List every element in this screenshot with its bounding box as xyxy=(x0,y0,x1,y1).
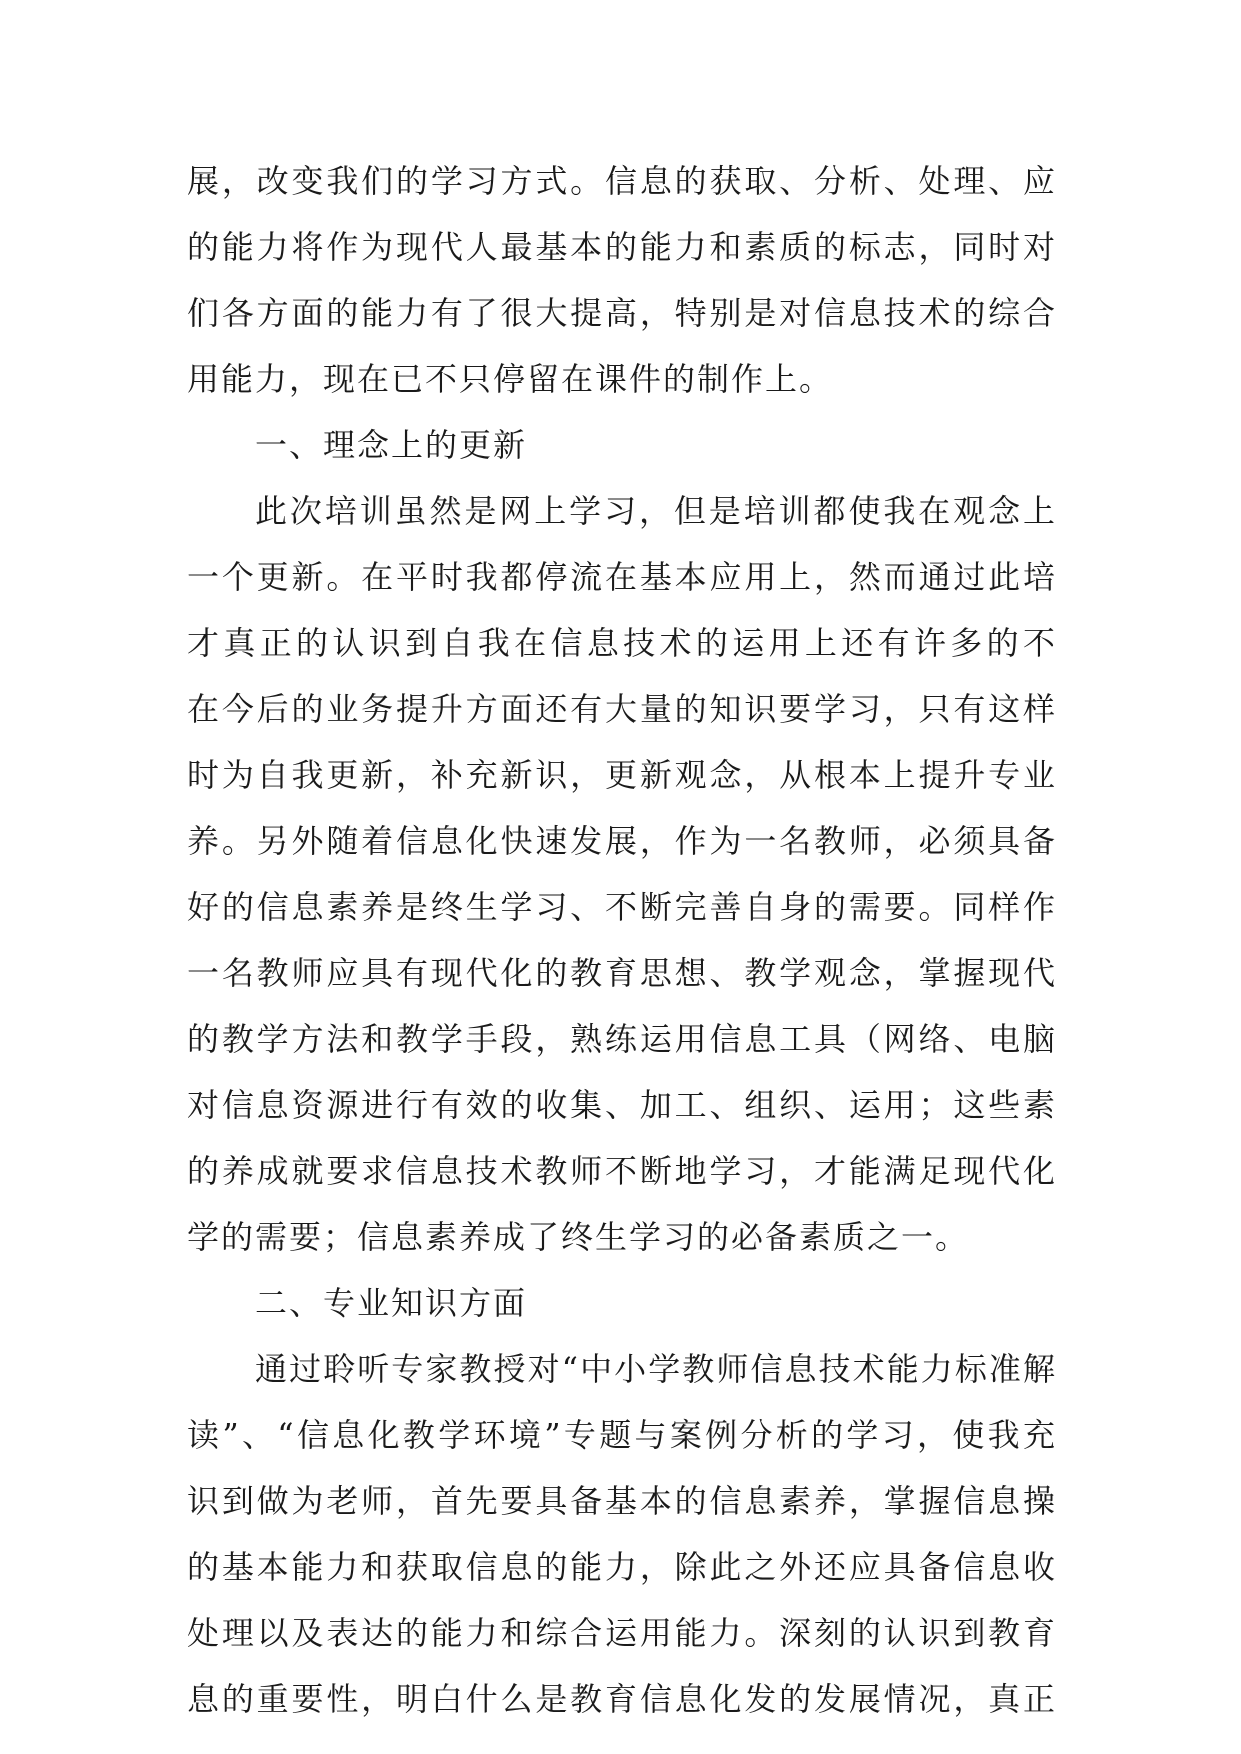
section-heading-professional-knowledge: 二、专业知识方面 xyxy=(255,1284,528,1322)
text-line: 对信息资源进行有效的收集、加工、组织、运用；这些素 xyxy=(187,1086,1057,1124)
text-line: 一个更新。在平时我都停流在基本应用上，然而通过此培 xyxy=(187,558,1057,596)
document-body xyxy=(187,148,1057,1732)
text-line: 在今后的业务提升方面还有大量的知识要学习，只有这样 xyxy=(187,690,1057,728)
text-line: 息的重要性，明白什么是教育信息化发的发展情况，真正 xyxy=(187,1680,1057,1718)
text-line: 展，改变我们的学习方式。信息的获取、分析、处理、应 xyxy=(187,162,1057,200)
text-line: 的能力将作为现代人最基本的能力和素质的标志，同时对 xyxy=(187,228,1057,266)
text-line: 此次培训虽然是网上学习，但是培训都使我在观念上 xyxy=(255,492,1057,530)
text-line: 时为自我更新，补充新识，更新观念，从根本上提升专业 xyxy=(187,756,1057,794)
text-line: 的基本能力和获取信息的能力，除此之外还应具备信息收 xyxy=(187,1548,1057,1586)
section-heading-concept-update: 一、理念上的更新 xyxy=(255,426,528,464)
text-line: 养。另外随着信息化快速发展，作为一名教师，必须具备 xyxy=(187,822,1057,860)
text-line: 通过聆听专家教授对“中小学教师信息技术能力标准解 xyxy=(255,1350,1057,1388)
text-line: 们各方面的能力有了很大提高，特别是对信息技术的综合 xyxy=(187,294,1057,332)
text-line: 识到做为老师，首先要具备基本的信息素养，掌握信息操 xyxy=(187,1482,1057,1520)
text-line: 用能力，现在已不只停留在课件的制作上。 xyxy=(187,360,834,398)
text-line: 学的需要；信息素养成了终生学习的必备素质之一。 xyxy=(187,1218,970,1256)
text-line: 才真正的认识到自我在信息技术的运用上还有许多的不 xyxy=(187,624,1057,662)
text-line: 处理以及表达的能力和综合运用能力。深刻的认识到教育 xyxy=(187,1614,1057,1652)
text-line: 一名教师应具有现代化的教育思想、教学观念，掌握现代 xyxy=(187,954,1057,992)
text-line: 读”、“信息化教学环境”专题与案例分析的学习，使我充 xyxy=(187,1416,1057,1454)
text-line: 的养成就要求信息技术教师不断地学习，才能满足现代化 xyxy=(187,1152,1057,1190)
text-line: 好的信息素养是终生学习、不断完善自身的需要。同样作 xyxy=(187,888,1057,926)
text-line: 的教学方法和教学手段，熟练运用信息工具（网络、电脑 xyxy=(187,1020,1057,1058)
